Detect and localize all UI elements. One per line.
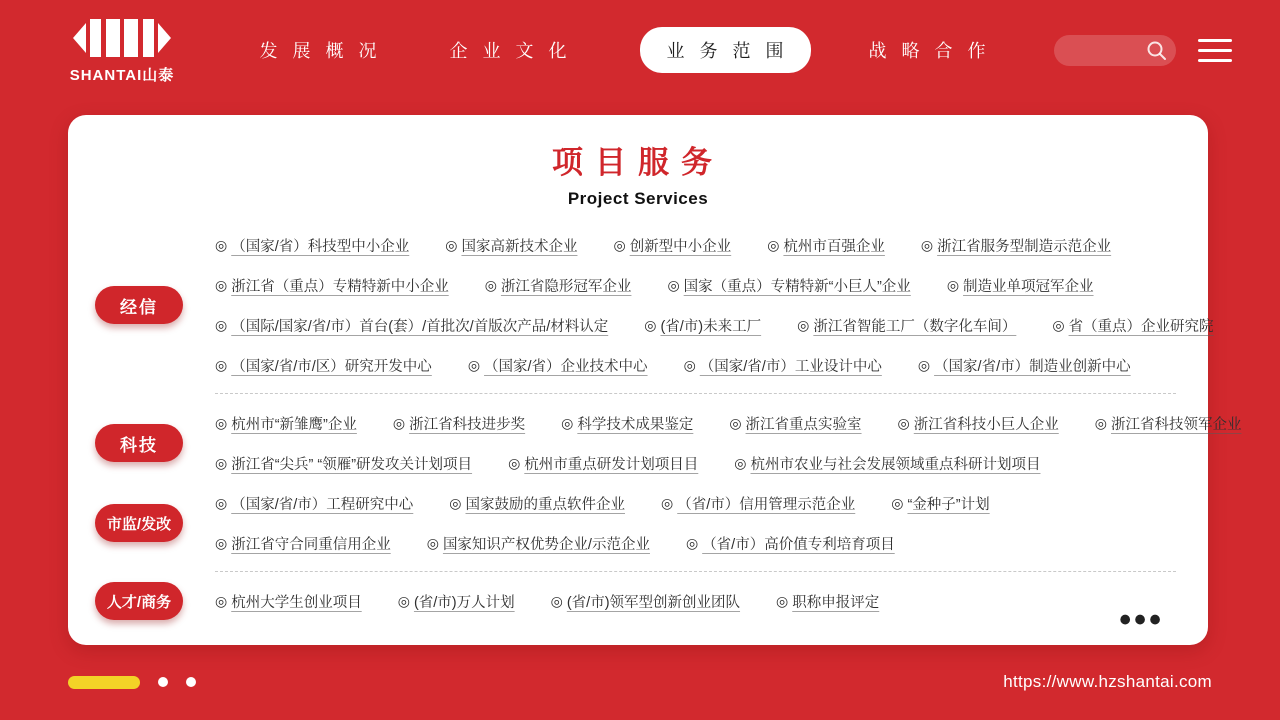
nav-item-corporate-culture[interactable]: 企业文化	[449, 41, 582, 61]
bullseye-icon: ◎	[484, 276, 497, 293]
service-item-label: 浙江省科技小巨人企业	[913, 416, 1059, 433]
service-item[interactable]	[661, 493, 855, 514]
service-item-label: （国家/省）科技型中小企业	[231, 238, 410, 255]
search-icon[interactable]	[1146, 40, 1167, 61]
service-item-label: 浙江省隐形冠军企业	[500, 278, 632, 295]
bullseye-icon: ◎	[891, 494, 904, 511]
category-pill-column	[68, 582, 215, 620]
bullseye-icon: ◎	[467, 356, 481, 373]
service-item[interactable]	[918, 355, 1131, 376]
service-rows	[215, 403, 1242, 483]
service-item[interactable]	[898, 413, 1059, 434]
bullseye-icon: ◎	[215, 276, 228, 293]
service-item[interactable]	[215, 355, 432, 376]
service-rows	[215, 581, 1208, 621]
service-item-label: （国家/省/市）工程研究中心	[231, 496, 414, 513]
bullseye-icon: ◎	[797, 316, 810, 333]
service-item[interactable]	[215, 533, 391, 554]
bullseye-icon: ◎	[897, 414, 910, 431]
service-section	[68, 581, 1208, 621]
bullseye-icon: ◎	[920, 236, 934, 253]
service-item[interactable]	[215, 591, 362, 612]
bullseye-icon: ◎	[644, 316, 657, 333]
category-pill[interactable]: 市监/发改	[95, 504, 183, 542]
category-pill[interactable]: 科技	[95, 424, 183, 462]
service-section	[68, 403, 1242, 483]
service-item[interactable]	[508, 453, 698, 474]
service-item[interactable]	[445, 235, 577, 256]
bullseye-icon: ◎	[215, 356, 228, 373]
bullseye-icon: ◎	[767, 236, 780, 253]
service-item[interactable]	[561, 413, 693, 434]
service-item[interactable]	[767, 235, 885, 256]
service-row	[215, 581, 1208, 621]
service-item[interactable]	[468, 355, 648, 376]
bullseye-icon: ◎	[946, 276, 960, 293]
logo[interactable]	[68, 15, 176, 85]
bullseye-icon: ◎	[667, 276, 680, 293]
bullseye-icon: ◎	[613, 236, 626, 253]
service-item-label: 浙江省服务型制造示范企业	[937, 238, 1112, 255]
service-item-label: 杭州市重点研发计划项目目	[524, 456, 699, 473]
sections	[68, 225, 1242, 621]
service-item[interactable]	[776, 591, 879, 612]
service-row	[215, 403, 1242, 443]
bullseye-icon: ◎	[215, 414, 228, 431]
dashed-divider	[215, 393, 1176, 394]
service-row	[215, 225, 1208, 265]
category-pill[interactable]: 人才/商务	[95, 582, 183, 620]
pager-active-indicator[interactable]	[68, 676, 140, 689]
service-row	[215, 443, 1208, 483]
bullseye-icon: ◎	[215, 316, 228, 333]
service-item[interactable]	[797, 315, 1016, 336]
service-item-label: 浙江省（重点）专精特新中小企业	[231, 278, 449, 295]
bullseye-icon: ◎	[776, 592, 789, 609]
service-item-label: （国际/国家/省/市）首台(套）/首批次/首版次产品/材料认定	[231, 318, 609, 335]
bullseye-icon: ◎	[397, 592, 410, 609]
service-item[interactable]	[921, 235, 1111, 256]
service-item[interactable]	[215, 413, 357, 434]
bullseye-icon: ◎	[215, 236, 228, 253]
bullseye-icon: ◎	[215, 592, 228, 609]
hamburger-menu-icon[interactable]	[1198, 32, 1232, 69]
pager-dot[interactable]	[186, 677, 196, 687]
service-item-label: 杭州市百强企业	[783, 238, 885, 255]
page-subtitle: Project Services	[567, 189, 709, 208]
logo-icon	[72, 15, 172, 61]
main-nav	[236, 27, 1024, 73]
service-item[interactable]	[393, 413, 525, 434]
service-item-label: （国家/省/市）工业设计中心	[699, 358, 882, 375]
service-item-label: 浙江省重点实验室	[745, 416, 862, 433]
bullseye-icon: ◎	[426, 534, 439, 551]
bullseye-icon: ◎	[661, 494, 674, 511]
service-item-label: （国家/省）企业技术中心	[484, 358, 648, 375]
bullseye-icon: ◎	[215, 454, 228, 471]
service-item[interactable]	[644, 315, 761, 336]
service-item[interactable]	[734, 453, 1040, 474]
service-item[interactable]	[729, 413, 861, 434]
bullseye-icon: ◎	[685, 534, 699, 551]
service-item-label: 浙江省“尖兵” “领雁”研发攻关计划项目	[231, 456, 473, 473]
service-item-label: 浙江省科技领军企业	[1110, 416, 1242, 433]
bullseye-icon: ◎	[729, 414, 742, 431]
service-item-label: 杭州市“新雏鹰”企业	[231, 416, 357, 433]
service-item-label: 国家鼓励的重点软件企业	[465, 496, 625, 513]
project-services-card	[68, 115, 1242, 645]
service-item[interactable]	[551, 591, 740, 612]
bullseye-icon: ◎	[1094, 414, 1107, 431]
nav-item-development-overview[interactable]: 发展概况	[259, 41, 392, 61]
category-pill-column	[68, 286, 215, 324]
service-item[interactable]	[215, 275, 449, 296]
dashed-divider	[215, 571, 1176, 572]
service-section	[68, 225, 1214, 385]
service-item[interactable]	[684, 355, 882, 376]
service-item[interactable]	[215, 235, 409, 256]
site-url: https://www.hzshantai.com	[1003, 672, 1212, 691]
service-item[interactable]	[686, 533, 895, 554]
service-item-label: 省（重点）企业研究院	[1068, 318, 1214, 335]
bullseye-icon: ◎	[215, 534, 228, 551]
service-item[interactable]	[427, 533, 650, 554]
search-box[interactable]	[1054, 35, 1176, 66]
service-item[interactable]	[398, 591, 515, 612]
service-item[interactable]	[215, 453, 472, 474]
service-item-label: 创新型中小企业	[629, 238, 732, 255]
service-item[interactable]	[891, 493, 989, 514]
category-pill[interactable]: 经信	[95, 286, 183, 324]
service-item-label: 浙江省智能工厂（数字化车间）	[813, 318, 1017, 335]
service-section	[68, 483, 1208, 563]
service-item-label: 制造业单项冠军企业	[963, 278, 1094, 295]
service-item-label: （国家/省/市/区）研究开发中心	[231, 358, 432, 375]
bullseye-icon: ◎	[508, 454, 521, 471]
bullseye-icon: ◎	[734, 454, 747, 471]
service-item[interactable]	[449, 493, 625, 514]
footer	[0, 667, 1280, 697]
category-pill-column	[68, 504, 215, 542]
service-item-label: (省/市)领军型创新创业团队	[566, 594, 741, 611]
service-item-label: （省/市）信用管理示范企业	[677, 496, 856, 513]
service-item-label: 科学技术成果鉴定	[577, 416, 694, 433]
bullseye-icon: ◎	[392, 414, 406, 431]
service-rows	[215, 225, 1214, 385]
service-item[interactable]	[613, 235, 731, 256]
service-item[interactable]	[667, 275, 910, 296]
service-item[interactable]	[215, 493, 413, 514]
page-title: 项目服务	[552, 145, 724, 180]
service-item-label: （国家/省/市）制造业创新中心	[934, 358, 1131, 375]
service-rows	[215, 483, 1208, 563]
service-row	[215, 345, 1208, 385]
category-pill-column	[68, 424, 215, 462]
service-item-label: (省/市)未来工厂	[660, 318, 762, 335]
nav-item-strategic-cooperation[interactable]: 战略合作	[868, 41, 1001, 61]
service-item-label: 浙江省守合同重信用企业	[231, 536, 391, 553]
service-item[interactable]	[1095, 413, 1242, 434]
more-button[interactable]: •••	[1119, 601, 1164, 639]
header	[0, 0, 1280, 100]
service-item[interactable]	[1052, 315, 1213, 336]
bullseye-icon: ◎	[561, 414, 574, 431]
service-item-label: 职称申报评定	[792, 594, 880, 611]
bullseye-icon: ◎	[449, 494, 462, 511]
bullseye-icon: ◎	[215, 494, 228, 511]
bullseye-icon: ◎	[550, 592, 563, 609]
service-item[interactable]	[947, 275, 1094, 296]
service-item-label: (省/市)万人计划	[413, 594, 515, 611]
service-item-label: 杭州市农业与社会发展领域重点科研计划项目	[750, 456, 1041, 473]
brand-text: SHANTAI山泰	[69, 67, 175, 84]
bullseye-icon: ◎	[445, 236, 458, 253]
service-item-label: 国家（重点）专精特新“小巨人”企业	[683, 278, 911, 295]
service-item-label: “金种子”计划	[907, 496, 990, 513]
service-item-label: 国家高新技术企业	[461, 238, 578, 255]
pager-dot[interactable]	[158, 677, 168, 687]
service-item-label: 杭州大学生创业项目	[231, 594, 362, 611]
carousel-pager	[68, 676, 196, 689]
service-item[interactable]	[215, 315, 608, 336]
service-row	[215, 265, 1208, 305]
service-item[interactable]	[485, 275, 632, 296]
service-item-label: 浙江省科技进步奖	[409, 416, 526, 433]
service-row	[215, 523, 1208, 563]
bullseye-icon: ◎	[683, 356, 696, 373]
service-item-label: （省/市）高价值专利培育项目	[702, 536, 895, 553]
service-item-label: 国家知识产权优势企业/示范企业	[442, 536, 650, 553]
service-row	[215, 483, 1208, 523]
nav-item-business-scope[interactable]: 业务范围	[640, 27, 811, 73]
bullseye-icon: ◎	[917, 356, 931, 373]
service-row	[215, 305, 1214, 345]
bullseye-icon: ◎	[1052, 316, 1065, 333]
